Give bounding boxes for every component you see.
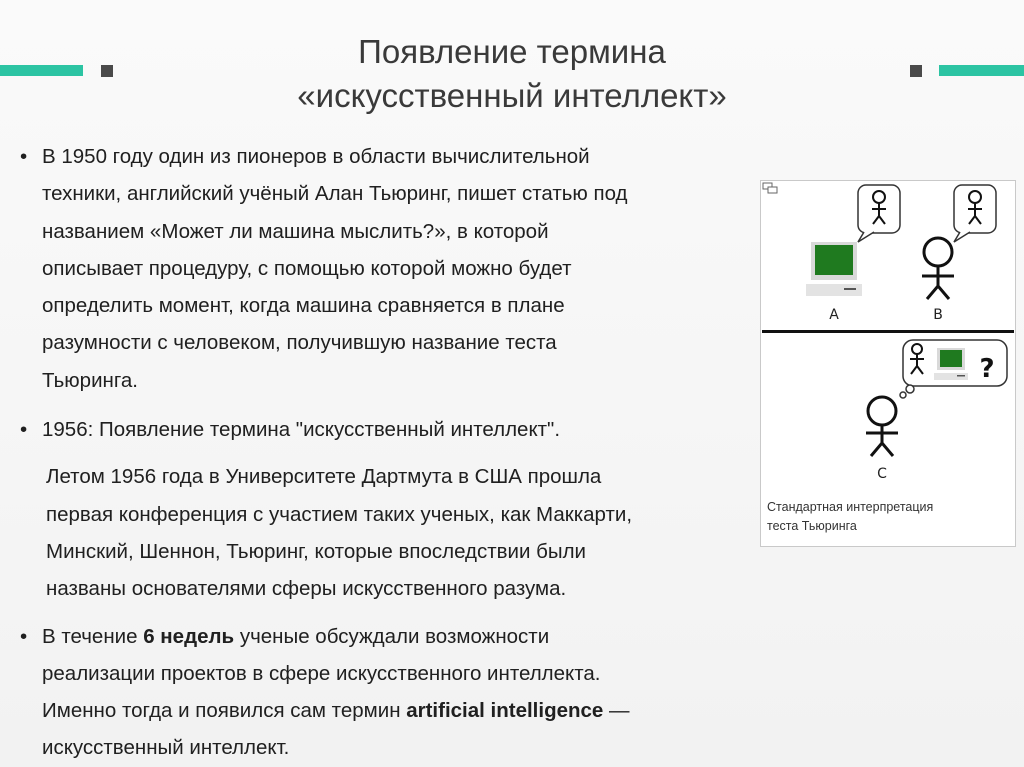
text-run: — bbox=[603, 699, 630, 723]
human-b-icon bbox=[922, 238, 954, 299]
title-line-1: Появление термина bbox=[358, 33, 666, 70]
turing-test-figure bbox=[760, 180, 1016, 547]
caption-line-2: теста Тьюринга bbox=[767, 519, 857, 533]
bold-run: 6 недель bbox=[143, 624, 235, 648]
label-c: C bbox=[877, 466, 887, 482]
text-run: Именно тогда и появился сам термин bbox=[42, 699, 407, 723]
text-run: ученые обсуждали возможности bbox=[234, 624, 550, 648]
bold-run: artificial intelligence bbox=[406, 699, 604, 723]
text-line: • 1956: Появление термина "искусственный интеллект". bbox=[42, 418, 561, 442]
accent-square-right bbox=[910, 65, 922, 77]
bullet-six-weeks bbox=[20, 618, 735, 767]
text-line: Летом 1956 года в Университете Дартмута в США прошла bbox=[46, 465, 602, 489]
enlarge-icon[interactable] bbox=[762, 182, 778, 194]
text-line: реализации проектов в сфере искусственного интеллекта. bbox=[42, 661, 601, 685]
title-line-2: «искусственный интеллект» bbox=[297, 77, 727, 114]
text-line bbox=[42, 618, 735, 655]
text-line: Минский, Шеннон, Тьюринг, которые впоследствии были bbox=[46, 539, 586, 563]
text-line: первая конференция с участием таких ученых, как Маккарти, bbox=[46, 502, 633, 526]
text-line: искусственный интеллект. bbox=[42, 736, 290, 760]
label-b: B bbox=[933, 307, 943, 323]
divider-line bbox=[762, 330, 1014, 333]
text-line bbox=[42, 692, 735, 729]
text-line: техники, английский учёный Алан Тьюринг, пишет статью под bbox=[42, 182, 628, 206]
caption-line-1: Стандартная интерпретация bbox=[767, 500, 934, 514]
text-line: Тьюринга. bbox=[42, 368, 138, 392]
question-mark: ? bbox=[979, 354, 995, 384]
text-line: названы основателями сферы искусственного разума. bbox=[46, 577, 567, 601]
accent-bar-right bbox=[939, 65, 1024, 76]
paragraph-dartmouth bbox=[20, 458, 735, 607]
bullet-1956 bbox=[20, 411, 735, 448]
turing-test-diagram bbox=[762, 182, 1014, 492]
slide-title bbox=[140, 30, 884, 118]
speech-bubble-a bbox=[858, 185, 900, 242]
bullet-turing-1950 bbox=[20, 138, 735, 399]
text-line: разумности с человеком, получившую название теста bbox=[42, 331, 557, 355]
text-line: описывает процедуру, с помощью которой можно будет bbox=[42, 256, 572, 280]
accent-bar-left bbox=[0, 65, 83, 76]
accent-square-left bbox=[101, 65, 113, 77]
label-a: A bbox=[829, 307, 839, 323]
thought-bubble-c bbox=[900, 340, 1007, 398]
figure-caption bbox=[767, 498, 987, 536]
text-line: • В 1950 году один из пионеров в области вычислительной bbox=[42, 145, 590, 168]
human-c-icon bbox=[866, 397, 898, 456]
computer-a-icon bbox=[806, 242, 862, 296]
text-line: определить момент, когда машина сравняется в плане bbox=[42, 294, 565, 318]
slide-content bbox=[20, 138, 735, 767]
text-line: названием «Может ли машина мыслить?», в которой bbox=[42, 219, 549, 243]
speech-bubble-b bbox=[954, 185, 996, 242]
text-run: В течение bbox=[42, 624, 144, 648]
